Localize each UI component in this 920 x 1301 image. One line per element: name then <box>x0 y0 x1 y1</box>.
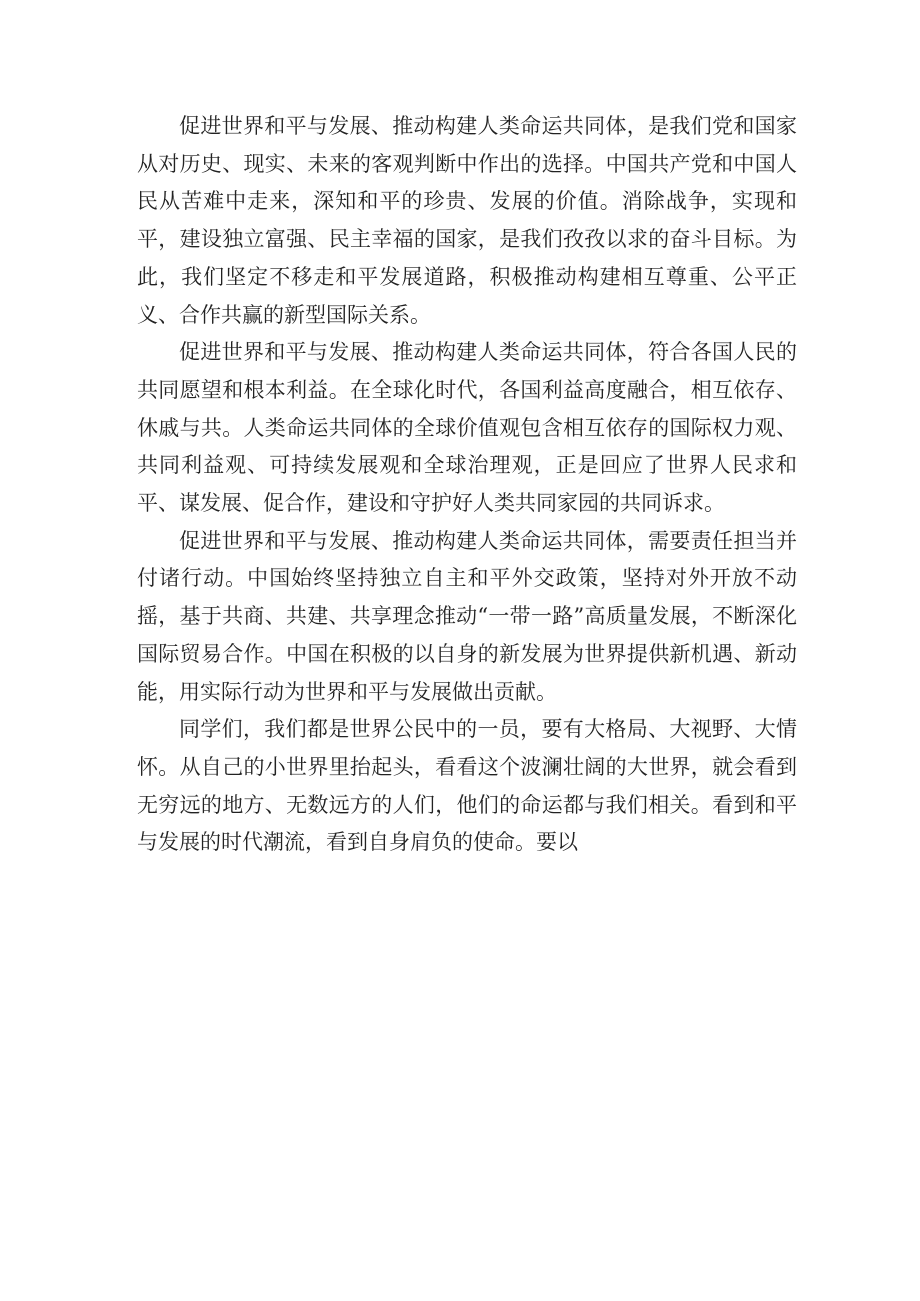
paragraph-1: 促进世界和平与发展、推动构建人类命运共同体，是我们党和国家从对历史、现实、未来的客观判断中作出的选择。中国共产党和中国人民从苦难中走来，深知和平的珍贵、发展的价值。消除战争，实现和平，建设独立富强、民主幸福的国家，是我们孜孜以求的奋斗目标。为此，我们坚定不移走和平发展道路，积极推动构建相互尊重、公平正义、合作共赢的新型国际关系。 <box>137 114 797 327</box>
document-body <box>137 108 797 862</box>
paragraph-4: 同学们，我们都是世界公民中的一员，要有大格局、大视野、大情怀。从自己的小世界里抬起头，看看这个波澜壮阔的大世界，就会看到无穷远的地方、无数远方的人们，他们的命运都与我们相关。看到和平与发展的时代潮流，看到自身肩负的使命。要以 <box>137 717 797 855</box>
paragraph-3: 促进世界和平与发展、推动构建人类命运共同体，需要责任担当并付诸行动。中国始终坚持独立自主和平外交政策，坚持对外开放不动摇，基于共商、共建、共享理念推动“一带一路”高质量发展，不断深化国际贸易合作。中国在积极的以自身的新发展为世界提供新机遇、新动能，用实际行动为世界和平与发展做出贡献。 <box>137 528 797 704</box>
paragraph-2: 促进世界和平与发展、推动构建人类命运共同体，符合各国人民的共同愿望和根本利益。在全球化时代，各国利益高度融合，相互依存、休戚与共。人类命运共同体的全球价值观包含相互依存的国际权力观、共同利益观、可持续发展观和全球治理观，正是回应了世界人民求和平、谋发展、促合作，建设和守护好人类共同家园的共同诉求。 <box>137 340 797 516</box>
